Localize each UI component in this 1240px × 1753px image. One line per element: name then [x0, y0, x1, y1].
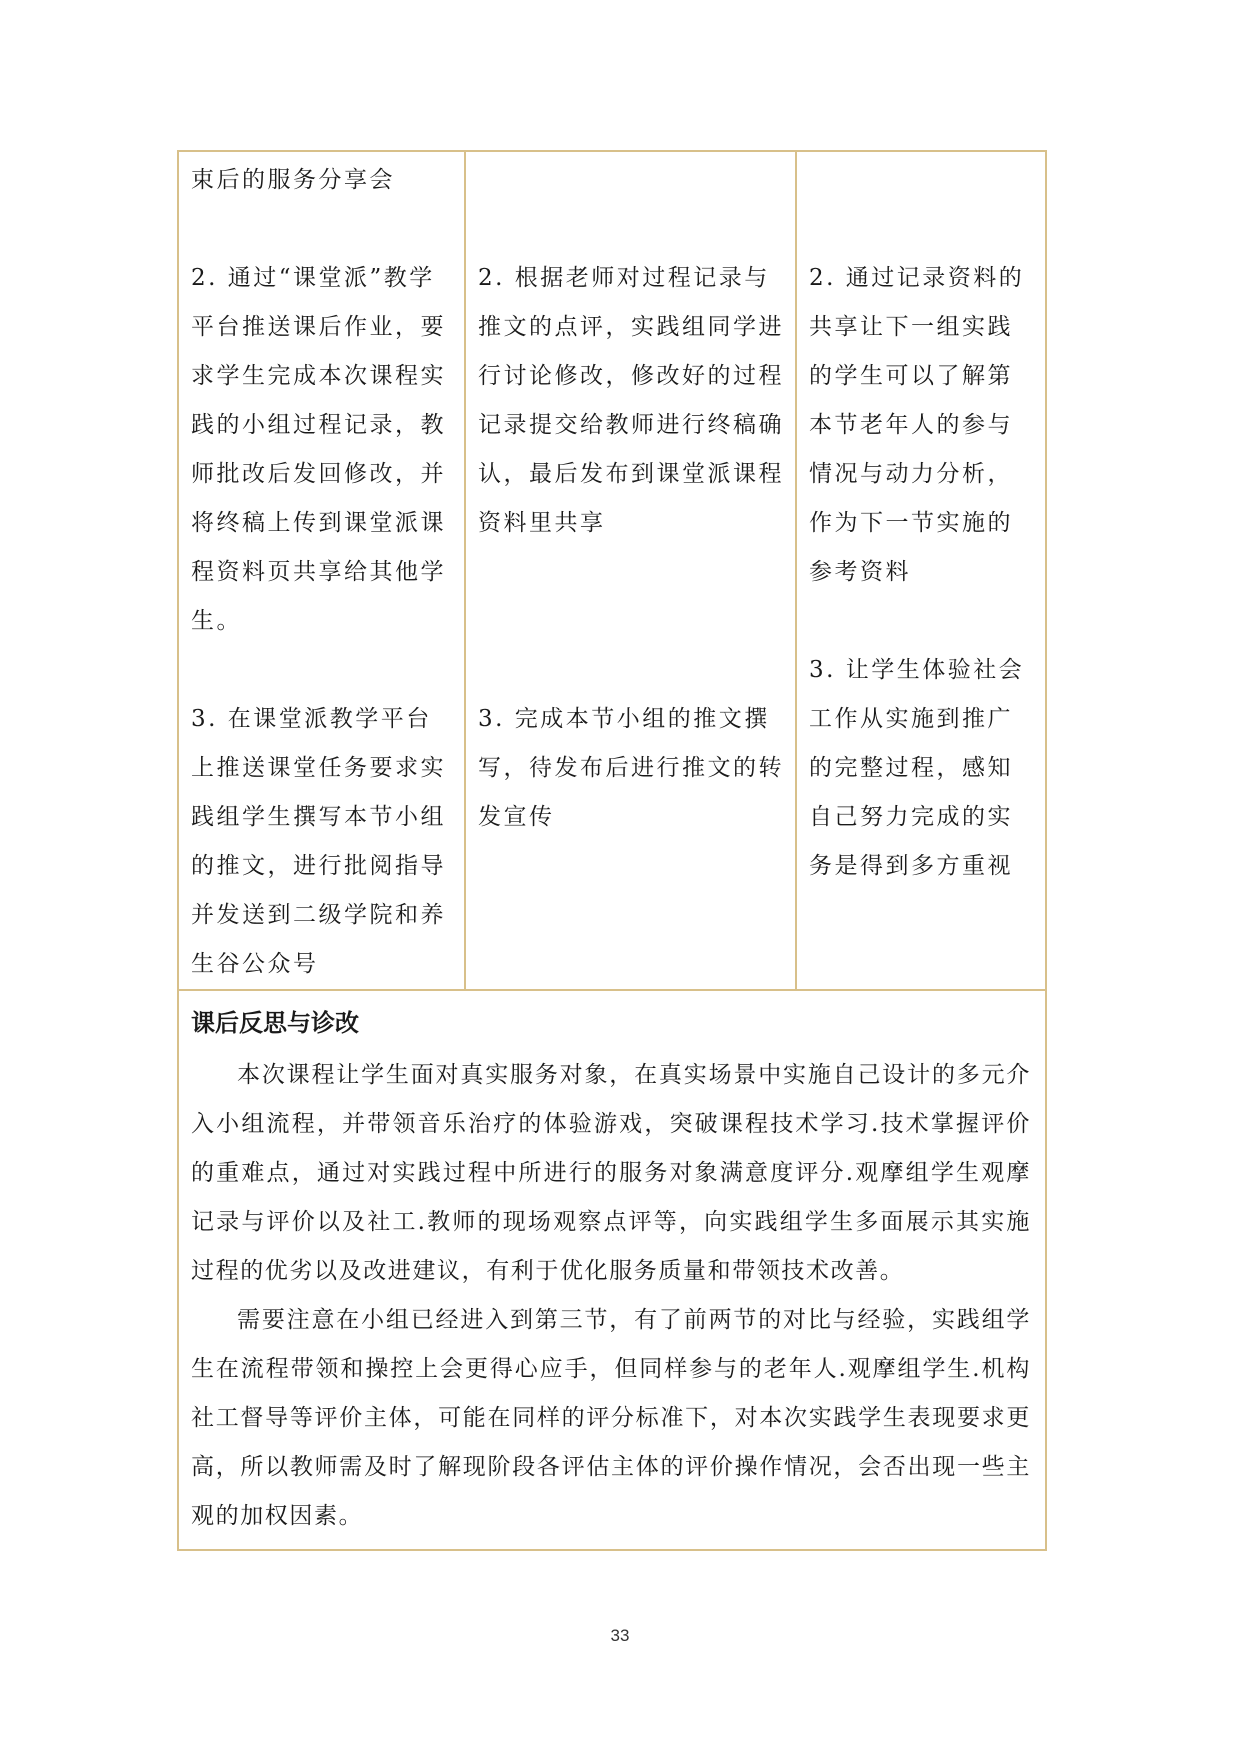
teacher-item-2: 2. 通过“课堂派”教学平台推送课后作业，要求学生完成本次课程实践的小组过程记录，教师批改后发回修改，并将终稿上传到课堂派课程资料页共享给其他学生。	[191, 265, 446, 634]
reflection-cell	[178, 990, 1046, 1550]
student-item-2: 2. 根据老师对过程记录与推文的点评，实践组同学进行讨论修改，修改好的过程记录提交给教师进行终稿确认，最后发布到课堂派课程资料里共享	[478, 265, 784, 536]
reflection-paragraph-2: 需要注意在小组已经进入到第三节，有了前两节的对比与经验，实践组学生在流程带领和操控上会更得心应手，但同样参与的老年人.观摩组学生.机构社工督导等评价主体，可能在同样的评分标准下，对本次实践学生表现要求更高，所以教师需及时了解现阶段各评估主体的评价操作情况，会否出现一些主观的加权因素。	[191, 1307, 1031, 1529]
student-item-3: 3. 完成本节小组的推文撰写，待发布后进行推文的转发宣传	[478, 706, 784, 830]
teacher-item-3: 3. 在课堂派教学平台上推送课堂任务要求实践组学生撰写本节小组的推文，进行批阅指导并发送到二级学院和养生谷公众号	[191, 706, 446, 977]
activity-row	[178, 151, 1046, 990]
student-activity-cell	[465, 151, 796, 990]
reflection-row	[178, 990, 1046, 1550]
intent-item-2: 2. 通过记录资料的共享让下一组实践的学生可以了解第本节老年人的参与情况与动力分析，作为下一节实施的参考资料	[809, 265, 1025, 585]
teacher-activity-cell	[178, 151, 465, 990]
course-table	[177, 150, 1047, 1551]
intent-item-3: 3. 让学生体验社会工作从实施到推广的完整过程，感知自己努力完成的实务是得到多方重视	[809, 657, 1025, 879]
reflection-paragraph-1: 本次课程让学生面对真实服务对象，在真实场景中实施自己设计的多元介入小组流程，并带领音乐治疗的体验游戏，突破课程技术学习.技术掌握评价的重难点，通过对实践过程中所进行的服务对象满意度评分.观摩组学生观摩记录与评价以及社工.教师的现场观察点评等，向实践组学生多面展示其实施过程的优劣以及改进建议，有利于优化服务质量和带领技术改善。	[191, 1062, 1031, 1284]
continuation-text: 束后的服务分享会	[191, 167, 395, 193]
design-intent-cell	[796, 151, 1046, 990]
reflection-title: 课后反思与诊改	[191, 1009, 359, 1037]
page-number: 33	[610, 1626, 630, 1645]
